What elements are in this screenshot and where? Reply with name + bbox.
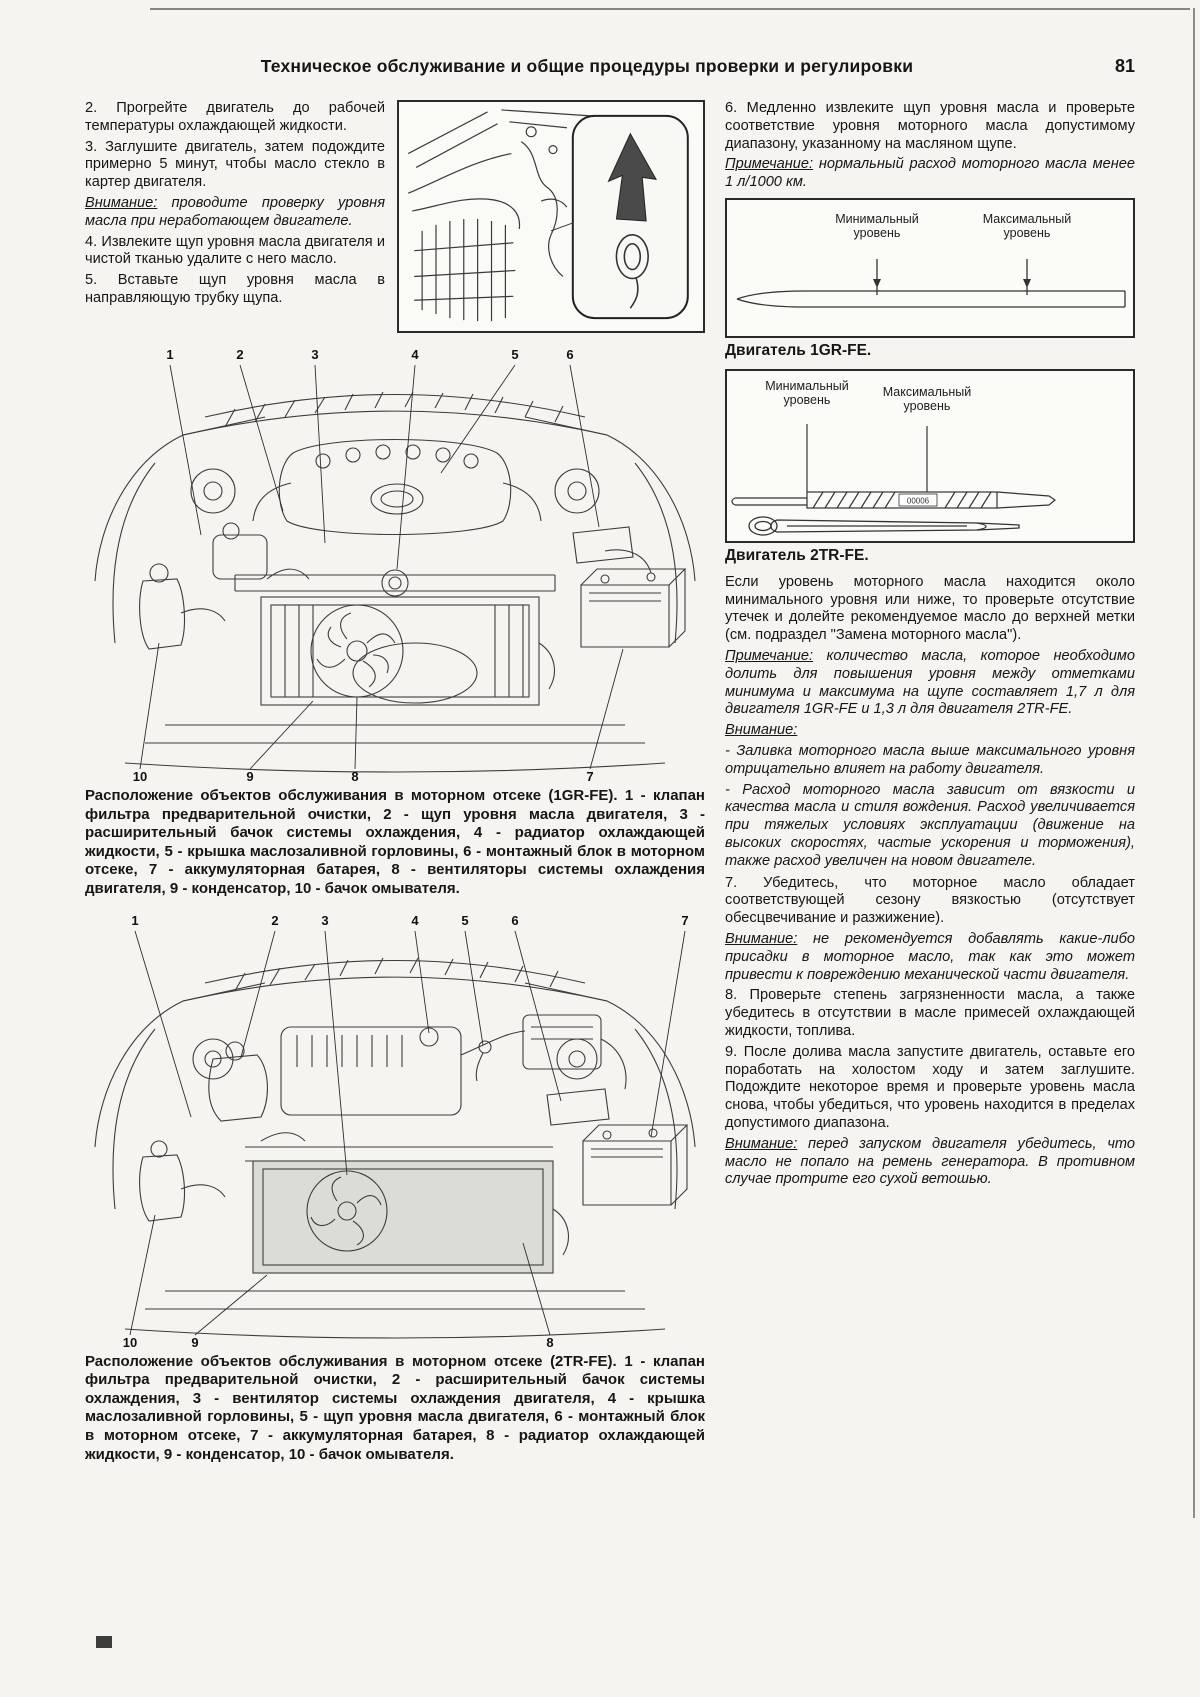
- warning-label: Внимание:: [725, 930, 798, 947]
- warning-label: Внимание:: [85, 194, 158, 211]
- max-level-label: Максимальный уровень: [882, 384, 972, 414]
- figure-dipstick-removal: [397, 100, 705, 333]
- callout-number: 7: [681, 912, 689, 928]
- caption-engine-2tr: Двигатель 2TR-FE.: [725, 546, 869, 564]
- left-column: [85, 100, 705, 1472]
- engine-bay-2tr-drawing: [85, 909, 705, 1349]
- callout-number: 5: [511, 347, 519, 362]
- dipstick-removal-drawing: [399, 102, 703, 331]
- engine-bay-2tr-sketch: [95, 958, 695, 1338]
- caption-engine-1gr: Двигатель 1GR-FE.: [725, 341, 872, 359]
- page-title: Техническое обслуживание и общие процедуры проверки и регулировки: [260, 56, 914, 76]
- note-label: Примечание:: [725, 156, 814, 173]
- callout-number: 1: [166, 347, 174, 362]
- callout-number: 4: [411, 347, 419, 362]
- warning-belt: [725, 1136, 1135, 1189]
- callout-number: 10: [132, 769, 148, 783]
- steps-2-5: [85, 100, 385, 333]
- dipstick-1gr-drawing: [727, 257, 1133, 331]
- page-content: [85, 100, 1135, 1472]
- note-text: количество масла, которое необходимо долить для повышения уровня между отметками минимума и максимума на щупе составляет 1,7 л для двигателя 1GR-FE и 1,3 л для двигателя 2TR-FE.: [725, 647, 1135, 718]
- step-3: 3. Заглушите двигатель, затем подождите примерно 5 минут, чтобы масло стекло в картер двигателя.: [85, 138, 385, 191]
- scan-artifact-top: [150, 8, 1190, 10]
- callout-number: 3: [311, 347, 319, 362]
- page-number: 81: [1114, 56, 1135, 76]
- engine-bay-sketch: [408, 110, 590, 321]
- callout-number: 9: [191, 1334, 199, 1349]
- callout-number: 7: [586, 769, 594, 783]
- down-arrow-icon: [1023, 279, 1031, 288]
- callout-number: 6: [511, 912, 519, 928]
- paragraph-level-check: Если уровень моторного масла находится около минимального уровня или ниже, то проверьте отсутствие утечек и долейте рекомендуемое масло до верхней метки (см. подраздел "Замена моторного масла").: [725, 573, 1135, 644]
- figure-engine-bay-1gr: [85, 343, 705, 783]
- note-oil-consumption: [725, 156, 1135, 192]
- callout-number: 6: [566, 347, 574, 362]
- callout-number: 10: [122, 1334, 138, 1349]
- warning-text: проводите проверку уровня масла при неработающем двигателе.: [85, 194, 385, 229]
- callout-number: 4: [411, 912, 419, 928]
- warning-label: Внимание:: [725, 722, 798, 739]
- caption-2tr: Расположение объектов обслуживания в моторном отсеке (2TR-FE). 1 - клапан фильтра предварительной очистки, 2 - расширительный бачок системы охлаждения, 3 - вентилятор системы охлаждения двигателя, 4 - крышка маслозаливной горловины, 5 - щуп уровня масла двигателя, 6 - монтажный блок в моторном отсеке, 7 - аккумуляторная батарея, 8 - радиатор охлаждающей жидкости, 9 - конденсатор, 10 - бачок омывателя.: [85, 1352, 705, 1463]
- step-8: 8. Проверьте степень загрязненности масла, а также убедитесь в отсутствии в масле примесей охлаждающей жидкости, топлива.: [725, 987, 1135, 1039]
- page-header: [85, 56, 1135, 77]
- min-level-label: Минимальный уровень: [765, 378, 849, 408]
- dipstick-handle-2tr: [749, 517, 1019, 535]
- top-row: [85, 100, 705, 333]
- figure-engine-bay-2tr: [85, 909, 705, 1349]
- warning-label: Внимание:: [725, 1135, 798, 1152]
- right-column: [725, 100, 1135, 1472]
- callout-number: 1: [131, 912, 139, 928]
- callout-number: 2: [236, 347, 244, 362]
- scan-artifact-blob: [96, 1636, 112, 1648]
- figure-dipstick-1gr: [725, 198, 1135, 338]
- step-6: 6. Медленно извлеките щуп уровня масла и проверьте соответствие уровня моторного масла допустимому диапазону, указанному на масляном щупе.: [725, 100, 1135, 152]
- callout-number: 8: [351, 769, 359, 783]
- step-5: 5. Вставьте щуп уровня масла в направляющую трубку щупа.: [85, 272, 385, 306]
- max-level-label: Максимальный уровень: [982, 211, 1072, 241]
- callout-numbers-1gr: [133, 347, 594, 783]
- warning-engine-off: [85, 195, 385, 231]
- callout-number: 3: [321, 912, 329, 928]
- engine-bay-1gr-drawing: [85, 343, 705, 783]
- figure-dipstick-2tr: [725, 369, 1135, 543]
- callout-numbers-2tr: [123, 913, 689, 1349]
- note-label: Примечание:: [725, 647, 814, 664]
- dipstick-stamp: 00006: [906, 496, 930, 506]
- step-9: 9. После долива масла запустите двигатель, оставьте его поработать на холостом ходу и затем заглушите. Подождите некоторое время и проверьте уровень масла снова, чтобы убедиться, что уровень находится в пределах допустимого диапазона.: [725, 1043, 1135, 1131]
- warning-overfill-item: - Заливка моторного масла выше максимального уровня отрицательно влияет на работу двигателя.: [725, 742, 1135, 777]
- caption-1gr: Расположение объектов обслуживания в моторном отсеке (1GR-FE). 1 - клапан фильтра предварительной очистки, 2 - щуп уровня масла двигателя, 3 - расширительный бачок системы охлаждения, 4 - радиатор охлаждающей жидкости, 5 - крышка маслозаливной горловины, 6 - монтажный блок в моторном отсеке, 7 - аккумуляторная батарея, 8 - вентиляторы системы охлаждения двигателя, 9 - конденсатор, 10 - бачок омывателя.: [85, 787, 705, 897]
- callout-number: 2: [271, 912, 279, 928]
- callout-number: 8: [546, 1334, 554, 1349]
- warning-overfill-header: [725, 722, 1135, 740]
- step-7: 7. Убедитесь, что моторное масло обладает соответствующей сезону вязкостью (отсутствует обесцвечивание и разжижение).: [725, 874, 1135, 927]
- warning-text: не рекомендуется добавлять какие-либо присадки в моторное масло, так как это может привести к повреждению механической части двигателя.: [725, 930, 1135, 983]
- callout-number: 5: [461, 912, 469, 928]
- note-text: нормальный расход моторного масла менее 1 л/1000 км.: [725, 156, 1135, 191]
- dipstick-2tr-drawing: [727, 424, 1133, 536]
- warning-consumption-item: - Расход моторного масла зависит от вязкости и качества масла и стиля вождения. Расход увеличивается при тяжелых условиях эксплуатации (движение на высоких скоростях, частые ускорения и торможения), также расход увеличен на новом двигателе.: [725, 781, 1135, 869]
- warning-text: перед запуском двигателя убедитесь, что масло не попало на ремень генератора. В противном случае протрите его сухой ветошью.: [725, 1135, 1135, 1188]
- warning-additives: [725, 931, 1135, 984]
- note-refill-amount: [725, 648, 1135, 719]
- step-4: 4. Извлеките щуп уровня масла двигателя и чистой тканью удалите с него масло.: [85, 233, 385, 268]
- min-level-label: Минимальный уровень: [835, 211, 919, 241]
- step-2: 2. Прогрейте двигатель до рабочей температуры охлаждающей жидкости.: [85, 100, 385, 134]
- scan-artifact-right: [1193, 8, 1195, 1518]
- callout-leader-lines-2tr: [130, 931, 685, 1335]
- callout-number: 9: [246, 769, 254, 783]
- down-arrow-icon: [873, 279, 881, 288]
